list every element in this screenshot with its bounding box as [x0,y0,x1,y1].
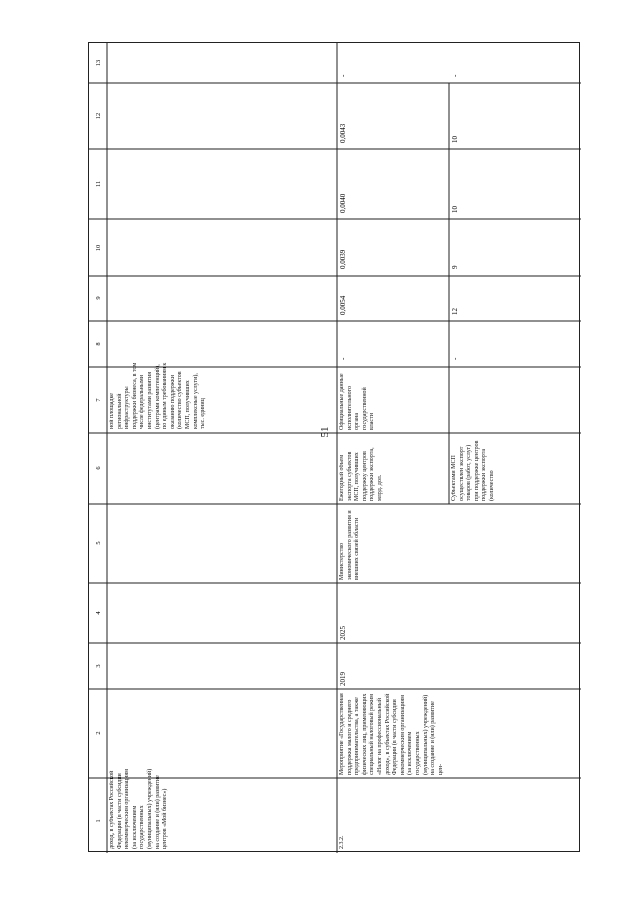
row2-col2-text: Мероприятие «Государственная поддержка малого и среднего предпринимательства, а также физических лиц, применяющих специальный налоговый режим «Налог на профессиональный доход», в субъектах Российской Федерации (в части субсидии некоммерческим организациям (за исключением государственных (муниципальных) учреждений) на создание и (или) развитие цен- [339,693,444,775]
row2a-col11: 0,0040 [339,193,347,213]
header-col-9: 9 [95,296,102,300]
row2-start-year: 2019 [339,672,347,686]
header-col-8: 8 [95,342,102,346]
row2a-col13: - [339,74,347,77]
header-col-12: 12 [95,112,102,120]
row2b-col11: 10 [451,206,459,213]
row1-col6-text: ной площадке региональной инфраструктуры поддержки бизнеса, в том числе федеральными институтами развития (центрами компетенций), по единым требованиям к оказанию поддержки (количество субъектов МСП, получивших комплексные услуги), тыс. единиц [109,362,207,429]
header-col-7: 7 [95,398,102,402]
row2b-col13: - [451,74,459,77]
header-col-13: 13 [95,59,102,67]
row2a-col10: 0,0039 [339,249,347,269]
header-col-3: 3 [95,664,102,668]
page-number: 51 [319,426,331,438]
header-col-11: 11 [95,180,102,188]
row2a-col12: 0,0043 [339,123,347,143]
row2a-indicator: Ежегодный объем экспорта субъектов МСП, получивших поддержку центров поддержки экспорта, млрд. дол. [339,447,383,501]
document-table [89,43,581,853]
header-col-10: 10 [95,244,102,252]
row2-responsible: Министерство экономического развития и внешних связей области [339,510,361,580]
row2a-source: Официальные данные исполнительного органа государственной власти [339,373,376,430]
row2b-col10: 9 [451,265,459,269]
row2a-col9: 0,0054 [339,295,347,315]
header-col-2: 2 [95,731,102,735]
row2-number: 2.3.2. [339,835,345,849]
row2b-col8: - [451,357,459,360]
row2-end-year: 2025 [339,626,347,640]
row1-col2-text: доход, в субъектах Российской Федерации (в части субсидии некоммерческим организациям (за исключением государственных (муниципальных) учреждений) на создание и (или) развитие центров «Мой бизнес») [109,768,169,849]
row2b-col9: 12 [451,308,459,315]
header-col-1: 1 [95,819,102,823]
header-col-6: 6 [95,466,102,470]
document-table-frame [88,42,580,852]
header-col-5: 5 [95,541,102,545]
row2a-col8: - [339,357,347,360]
header-col-4: 4 [95,611,102,615]
row2b-col12: 10 [451,136,459,143]
row2b-indicator: Субъектами МСП осуществлен экспорт товаров (работ, услуг) при поддержке центров поддержки экспорта (количество [451,440,495,501]
